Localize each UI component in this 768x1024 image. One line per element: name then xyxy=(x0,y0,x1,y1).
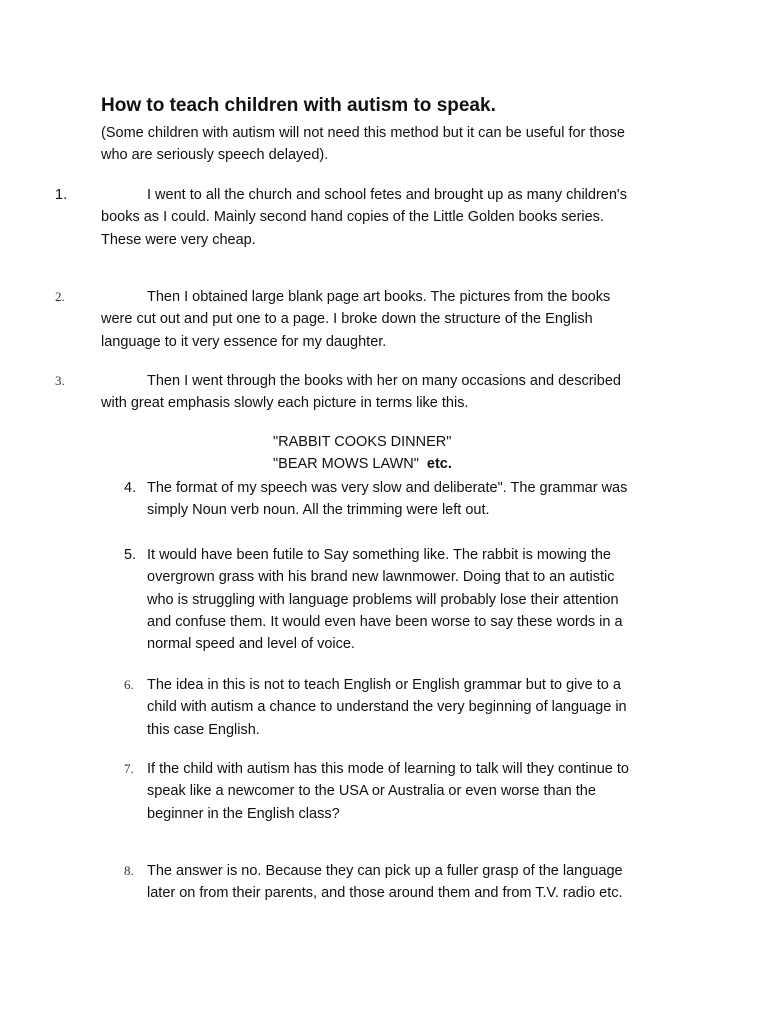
etc-label: etc. xyxy=(426,456,452,473)
item-line: this case English. xyxy=(147,721,260,738)
item-line: It would have been futile to Say something like. The rabbit is mowing the xyxy=(147,547,611,563)
item-number: 3. xyxy=(55,373,65,388)
list-item xyxy=(101,370,621,415)
item-line: later on from their parents, and those around them and from T.V. radio etc. xyxy=(147,885,623,902)
list-item xyxy=(101,184,627,251)
item-number: 2. xyxy=(55,289,65,304)
item-line: Then I obtained large blank page art books. The pictures from the books xyxy=(147,289,611,305)
example-line: "BEAR MOWS LAWN" xyxy=(273,456,419,473)
item-line: with great emphasis slowly each picture in terms like this. xyxy=(101,395,469,412)
item-line: books as I could. Mainly second hand copies of the Little Golden books series. xyxy=(101,209,604,226)
item-line: These were very cheap. xyxy=(101,231,256,248)
item-line: were cut out and put one to a page. I broke down the structure of the English xyxy=(101,311,593,328)
list-item xyxy=(147,674,627,741)
item-number: 1. xyxy=(55,187,68,203)
item-number: 8. xyxy=(124,863,134,878)
item-line: simply Noun verb noun. All the trimming were left out. xyxy=(147,502,490,519)
page-title: How to teach children with autism to speak. xyxy=(101,95,496,116)
item-line: The format of my speech was very slow and deliberate". The grammar was xyxy=(147,480,628,496)
item-number: 7. xyxy=(124,761,134,776)
item-line: The idea in this is not to teach English or English grammar but to give to a xyxy=(147,677,621,693)
item-line: The answer is no. Because they can pick up a fuller grasp of the language xyxy=(147,863,623,879)
list-item xyxy=(147,758,629,825)
list-item xyxy=(147,860,623,905)
item-line: who is struggling with language problems will probably lose their attention xyxy=(147,591,619,608)
intro-line: who are seriously speech delayed). xyxy=(101,147,329,164)
item-line: Then I went through the books with her on many occasions and described xyxy=(147,373,621,389)
item-line: overgrown grass with his brand new lawnmower. Doing that to an autistic xyxy=(147,569,615,586)
example-phrases xyxy=(273,431,452,476)
item-line: beginner in the English class? xyxy=(147,805,340,822)
item-line: child with autism a chance to understand the very beginning of language in xyxy=(147,699,627,716)
list-item xyxy=(147,477,627,522)
item-line: normal speed and level of voice. xyxy=(147,636,355,653)
item-number: 5. xyxy=(124,547,137,563)
example-line: "RABBIT COOKS DINNER" xyxy=(273,434,452,450)
item-number: 4. xyxy=(124,480,137,496)
item-number: 6. xyxy=(124,677,134,692)
intro-line: (Some children with autism will not need this method but it can be useful for those xyxy=(101,125,625,141)
item-line: I went to all the church and school fetes and brought up as many children's xyxy=(147,187,627,203)
list-item xyxy=(101,286,610,353)
list-item xyxy=(147,544,623,655)
item-line: language to it very essence for my daughter. xyxy=(101,333,387,350)
item-line: speak like a newcomer to the USA or Australia or even worse than the xyxy=(147,783,596,800)
intro-paragraph xyxy=(101,122,625,167)
item-line: and confuse them. It would even have been worse to say these words in a xyxy=(147,613,623,630)
item-line: If the child with autism has this mode of learning to talk will they continue to xyxy=(147,761,629,777)
